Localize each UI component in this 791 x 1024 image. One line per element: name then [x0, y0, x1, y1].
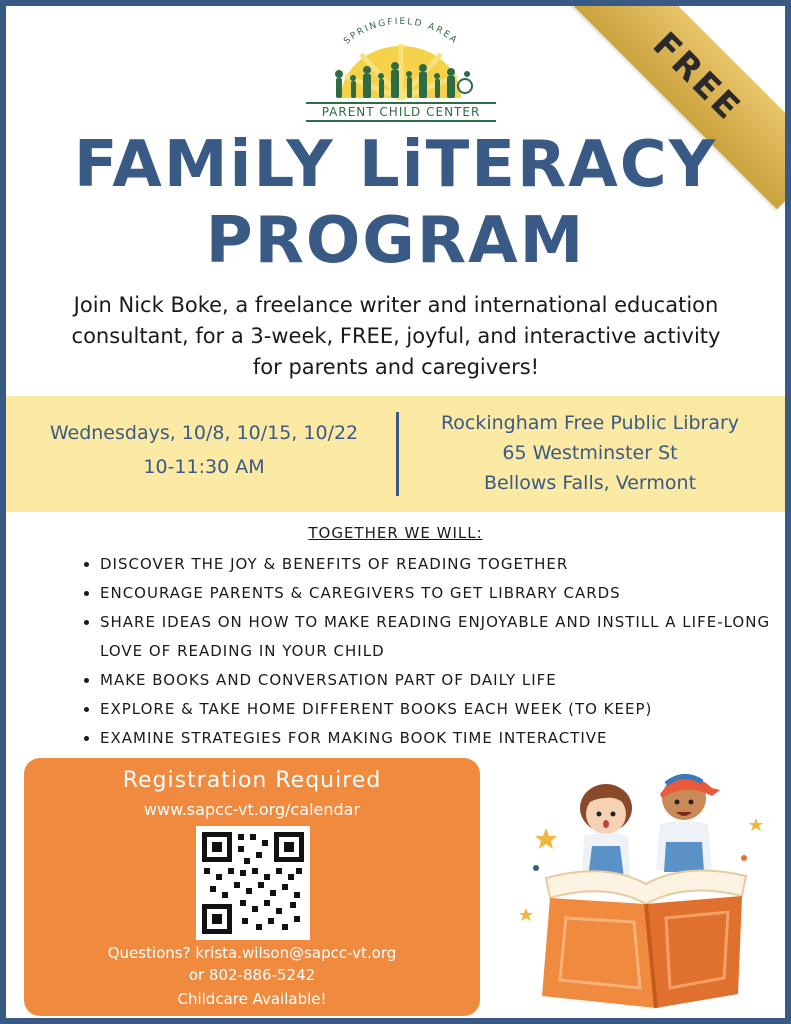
- title-line-1: FAMiLY LiTERACY: [73, 128, 718, 202]
- list-item: • ENCOURAGE PARENTS & CAREGIVERS TO GET LIBRARY CARDS: [100, 579, 780, 608]
- contact-phone[interactable]: or 802-886-5242: [188, 966, 316, 984]
- registration-box: [24, 758, 480, 1016]
- kids-reading-book-icon: [506, 758, 776, 1016]
- intro-text: [16, 290, 776, 383]
- schedule-time: 10-11:30 AM: [143, 456, 265, 478]
- childcare-note: Childcare Available!: [177, 990, 327, 1008]
- location-block: [406, 408, 774, 498]
- activity-list: [82, 550, 780, 753]
- intro-line-2: consultant, for a 3-week, FREE, joyful, and interactive activity: [71, 324, 721, 348]
- title-line-2: PROGRAM: [205, 204, 586, 278]
- free-ribbon-label: FREE: [644, 24, 750, 130]
- registration-url[interactable]: www.sapcc-vt.org/calendar: [143, 800, 361, 819]
- intro-line-3: for parents and caregivers!: [252, 355, 540, 379]
- sun-logo-icon: [301, 14, 501, 104]
- location-city: Bellows Falls, Vermont: [483, 472, 697, 494]
- location-name: Rockingham Free Public Library: [440, 412, 740, 434]
- info-divider: [396, 412, 399, 496]
- list-item: • MAKE BOOKS AND CONVERSATION PART OF DAILY LIFE: [100, 666, 780, 695]
- list-item: • EXPLORE & TAKE HOME DIFFERENT BOOKS EACH WEEK (TO KEEP): [100, 695, 780, 724]
- qr-code-icon[interactable]: [196, 826, 310, 940]
- schedule-block: [18, 416, 390, 484]
- contact-questions[interactable]: Questions? krista.wilson@sapcc-vt.org: [107, 944, 397, 962]
- event-info-band: [6, 396, 785, 512]
- list-item: • SHARE IDEAS ON HOW TO MAKE READING ENJOYABLE AND INSTILL A LIFE-LONG LOVE OF READING IN YOUR CHILD: [100, 608, 780, 666]
- list-item: • EXAMINE STRATEGIES FOR MAKING BOOK TIME INTERACTIVE: [100, 724, 780, 753]
- schedule-dates: Wednesdays, 10/8, 10/15, 10/22: [49, 422, 359, 444]
- location-street: 65 Westminster St: [502, 442, 678, 464]
- logo-bottom-text: PARENT CHILD CENTER: [306, 102, 496, 122]
- intro-line-1: Join Nick Boke, a freelance writer and international education: [73, 293, 719, 317]
- list-item: • DISCOVER THE JOY & BENEFITS OF READING TOGETHER: [100, 550, 780, 579]
- registration-title: Registration Required: [122, 768, 382, 793]
- logo-arc-text: SPRINGFIELD AREA: [342, 16, 460, 47]
- together-heading: TOGETHER WE WILL:: [308, 524, 483, 542]
- organization-logo: [301, 14, 501, 126]
